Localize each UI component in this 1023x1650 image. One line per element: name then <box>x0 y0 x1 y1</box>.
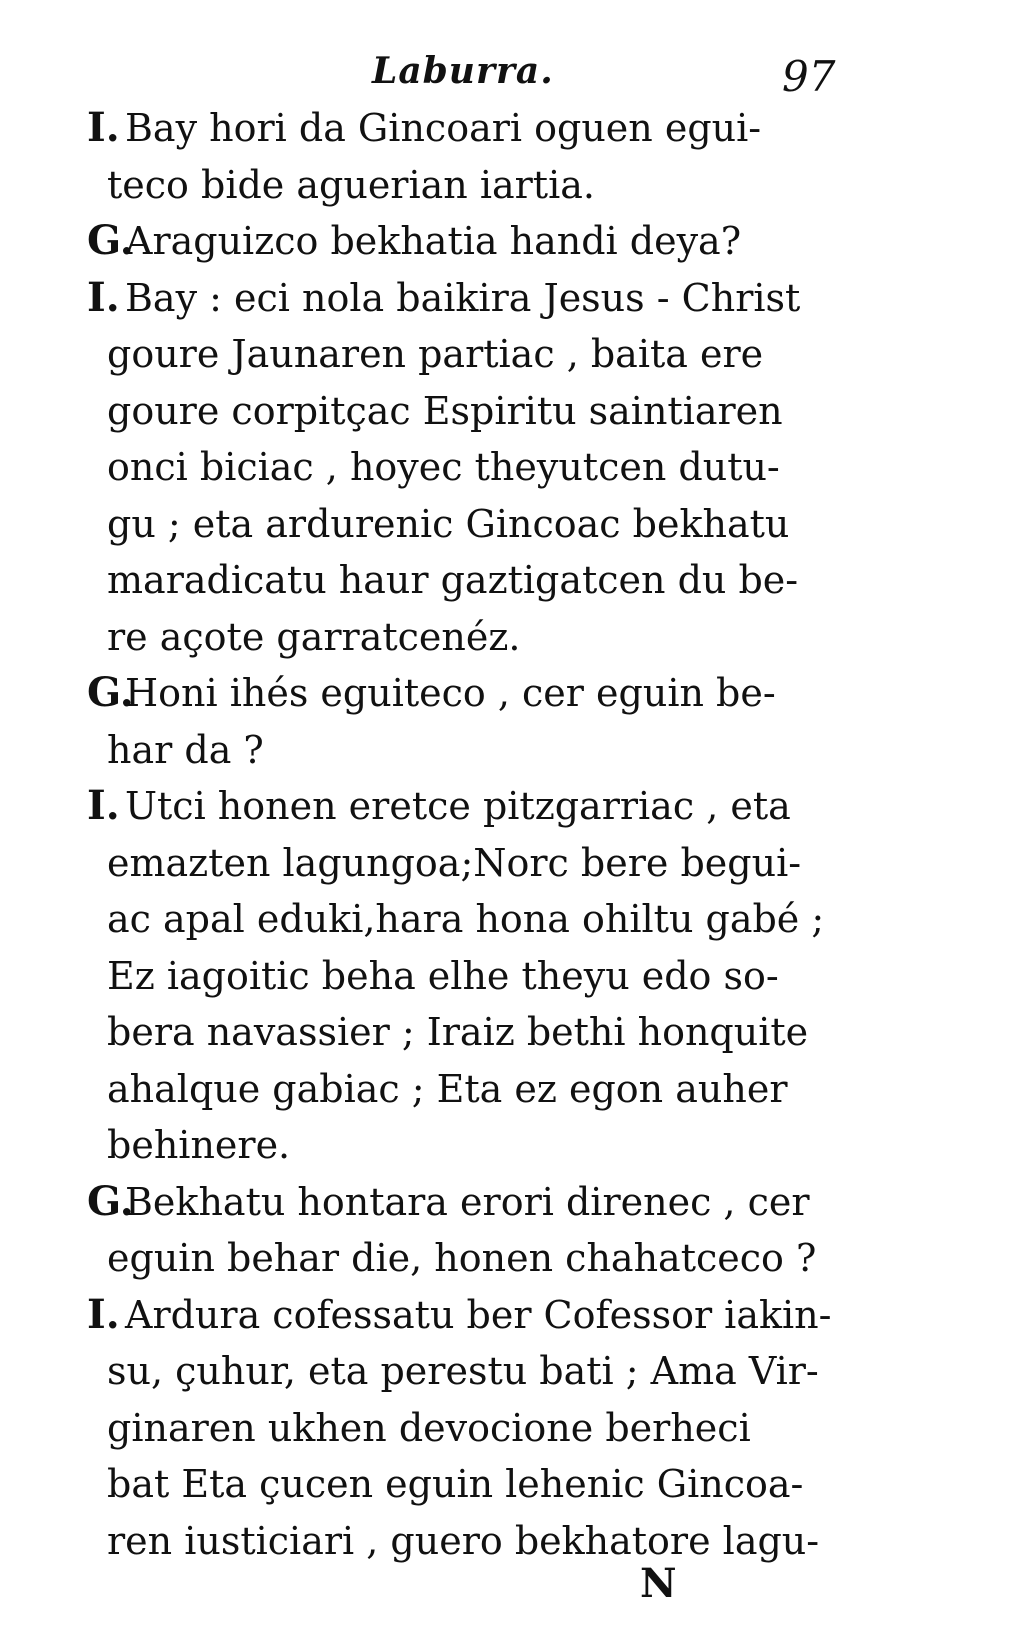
entry-question <box>87 1174 835 1287</box>
text-line: goure Jaunaren partiac , baita ere <box>107 332 764 376</box>
running-title: Laburra. <box>372 50 554 92</box>
speaker-marker: I. <box>87 782 120 829</box>
speaker-marker: G. <box>87 1177 134 1225</box>
text-line: behinere. <box>107 1123 291 1167</box>
text-line: Utci honen eretce pitzgarriac , eta <box>125 784 791 828</box>
entry-answer <box>87 1287 835 1570</box>
text-line: emazten lagungoa;Norc bere begui- <box>107 840 802 885</box>
signature-mark: N <box>640 1560 677 1607</box>
text-line: Honi ihés eguiteco , cer eguin be- <box>125 671 776 715</box>
speaker-marker: I. <box>87 273 120 321</box>
text-line: onci biciac , hoyec theyutcen dutu- <box>107 445 780 489</box>
entry-answer <box>87 270 835 666</box>
text-line: su, çuhur, eta perestu bati ; Ama Vir- <box>107 1349 819 1393</box>
text-line: bera navassier ; Iraiz bethi honquite <box>107 1010 809 1054</box>
text-line: ahalque gabiac ; Eta ez egon auher <box>107 1066 788 1111</box>
speaker-marker: G. <box>87 217 134 264</box>
page-number: 97 <box>782 52 836 101</box>
text-line: eguin behar die, honen chahatceco ? <box>107 1236 817 1280</box>
text-line: Ardura cofessatu ber Cofessor iakin- <box>125 1292 832 1337</box>
text-line: Ez iagoitic beha elhe theyu edo so- <box>107 953 779 998</box>
entry-question <box>87 665 835 778</box>
text-line: maradicatu haur gaztigatcen du be- <box>107 558 799 602</box>
text-line: ginaren ukhen devocione berheci <box>107 1405 751 1450</box>
text-line: Bekhatu hontara erori direnec , cer <box>125 1179 810 1224</box>
text-line: gu ; eta ardurenic Gincoac bekhatu <box>107 501 790 546</box>
entry-answer <box>87 778 835 1174</box>
text-line: ac apal eduki,hara hona ohiltu gabé ; <box>107 897 825 941</box>
text-line: re açote garratcenéz. <box>107 614 521 659</box>
text-line: ren iusticiari , guero bekhatore lagu- <box>107 1518 820 1563</box>
text-line: goure corpitçac Espiritu saintiaren <box>107 388 783 433</box>
text-line: Bay hori da Gincoari oguen egui- <box>125 106 762 150</box>
entry-answer <box>87 100 835 213</box>
text-line: bat Eta çucen eguin lehenic Gincoa- <box>107 1462 804 1506</box>
speaker-marker: I. <box>87 104 120 151</box>
text-line: Bay : eci nola baikira Jesus - Christ <box>125 275 801 320</box>
text-block <box>87 100 835 1569</box>
entry-question <box>87 213 835 270</box>
text-line: Araguizco bekhatia handi deya? <box>125 219 742 263</box>
speaker-marker: I. <box>87 1290 120 1338</box>
text-line: har da ? <box>107 727 264 772</box>
speaker-marker: G. <box>87 669 134 716</box>
text-line: teco bide aguerian iartia. <box>107 162 595 207</box>
